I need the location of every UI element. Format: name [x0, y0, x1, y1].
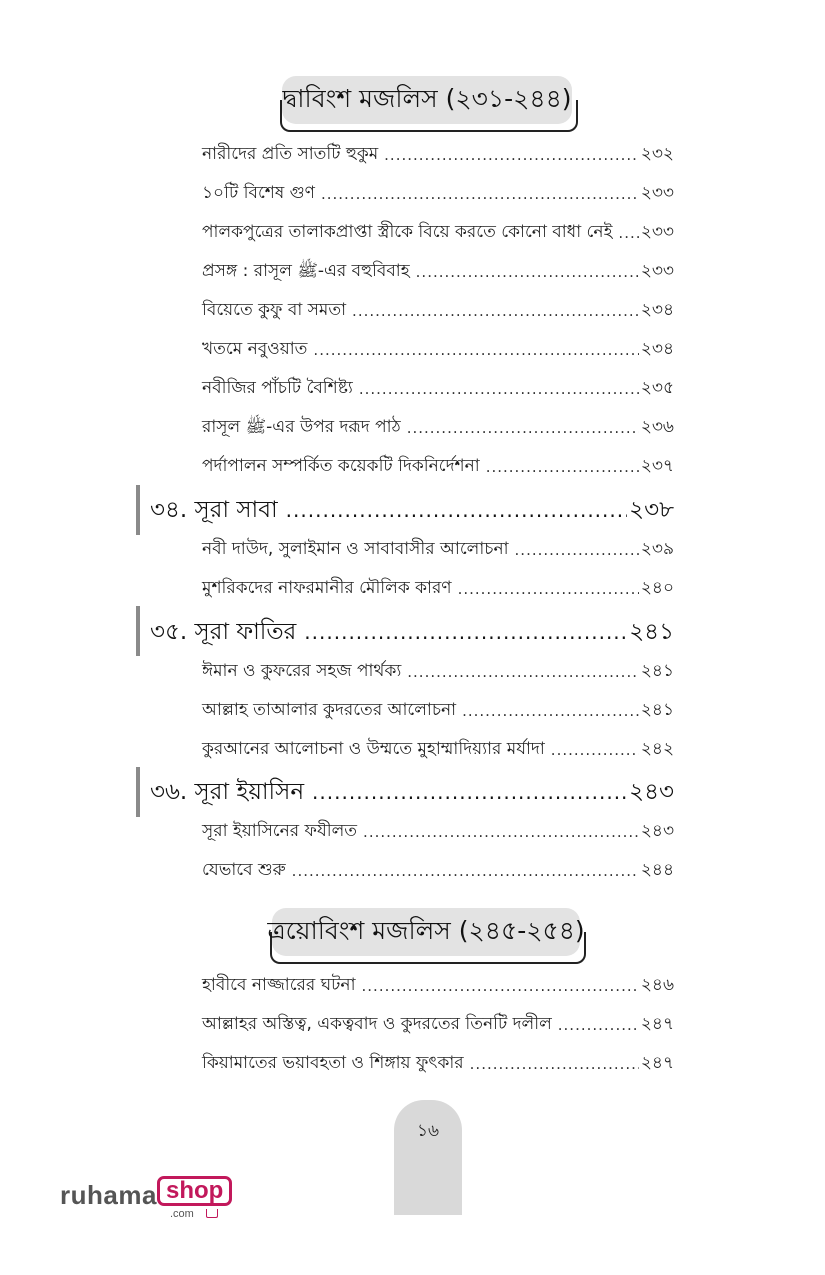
surah-page: ২৪৩	[629, 778, 674, 805]
toc-entry[interactable]	[202, 655, 674, 689]
entry-title: নবী দাউদ, সুলাইমান ও সাবাবাসীর আলোচনা	[202, 539, 509, 559]
surah-marker-bar	[136, 767, 140, 817]
entry-page: ২৪২	[640, 739, 674, 759]
entry-title: কুরআনের আলোচনা ও উম্মতে মুহাম্মাদিয়্যার মর্যাদা	[202, 739, 545, 759]
surah-page: ২৩৮	[629, 496, 674, 523]
entry-page: ২৪৩	[640, 821, 674, 841]
page-number: ১৬	[416, 1121, 440, 1141]
leader-dots	[362, 979, 639, 994]
surah-entry[interactable]	[150, 772, 674, 812]
entry-title: ঈমান ও কুফরের সহজ পার্থক্য	[202, 661, 402, 681]
toc-entry[interactable]	[202, 815, 674, 849]
entry-page: ২৪৭	[640, 1014, 674, 1034]
surah-marker-bar	[136, 485, 140, 535]
entry-page: ২৩৩	[640, 222, 674, 242]
entry-page: ২৩৪	[640, 300, 674, 320]
leader-dots	[416, 265, 639, 280]
entry-page: ২৩৪	[640, 339, 674, 359]
leader-dots	[558, 1018, 639, 1033]
section-heading	[0, 908, 825, 968]
entry-page: ২৩৩	[640, 261, 674, 281]
leader-dots	[486, 460, 639, 475]
toc-entry[interactable]	[202, 138, 674, 172]
entry-title: ১০টি বিশেষ গুণ	[202, 183, 315, 203]
section-heading	[0, 76, 825, 136]
surah-page: ২৪১	[629, 618, 674, 645]
leader-dots	[359, 382, 639, 397]
entry-title: যেভাবে শুরু	[202, 860, 286, 880]
toc-entry[interactable]	[202, 216, 674, 250]
leader-dots	[352, 304, 639, 319]
toc-entry[interactable]	[202, 1008, 674, 1042]
entry-title: নবীজির পাঁচটি বৈশিষ্ট্য	[202, 378, 353, 398]
leader-dots	[470, 1057, 639, 1072]
section-title: দ্বাবিংশ মজলিস (২৩১-২৪৪)	[282, 76, 572, 124]
leader-dots	[363, 825, 639, 840]
leader-dots	[407, 421, 639, 436]
toc-entry[interactable]	[202, 733, 674, 767]
leader-dots	[407, 665, 639, 680]
entry-page: ২৩৯	[640, 539, 674, 559]
leader-dots	[321, 187, 639, 202]
toc-entry[interactable]	[202, 1047, 674, 1081]
entry-title: বিয়েতে কুফু বা সমতা	[202, 300, 347, 320]
entry-page: ২৩৩	[640, 183, 674, 203]
entry-title: রাসূল ﷺ-এর উপর দরূদ পাঠ	[202, 417, 401, 437]
toc-entry[interactable]	[202, 411, 674, 445]
toc-entry[interactable]	[202, 533, 674, 567]
toc-entry[interactable]	[202, 450, 674, 484]
entry-title: পালকপুত্রের তালাকপ্রাপ্তা স্ত্রীকে বিয়ে করতে কোনো বাধা নেই	[202, 222, 613, 242]
logo-text-shop: shop	[157, 1176, 232, 1206]
entry-page: ২৪৪	[640, 860, 674, 880]
entry-page: ২৪১	[640, 661, 674, 681]
entry-page: ২৩৬	[640, 417, 674, 437]
entry-page: ২৪১	[640, 700, 674, 720]
entry-title: হাবীবে নাজ্জারের ঘটনা	[202, 975, 356, 995]
entry-page: ২৪৭	[640, 1053, 674, 1073]
entry-title: আল্লাহ তাআলার কুদরতের আলোচনা	[202, 700, 457, 720]
entry-page: ২৩৫	[640, 378, 674, 398]
toc-entry[interactable]	[202, 294, 674, 328]
surah-title: ৩৪. সূরা সাবা	[150, 496, 278, 523]
entry-title: প্রসঙ্গ : রাসূল ﷺ-এর বহুবিবাহ	[202, 261, 410, 281]
toc-entry[interactable]	[202, 333, 674, 367]
entry-title: কিয়ামাতের ভয়াবহতা ও শিঙ্গায় ফুৎকার	[202, 1053, 464, 1073]
leader-dots	[515, 543, 639, 558]
leader-dots	[618, 226, 638, 241]
toc-entry[interactable]	[202, 372, 674, 406]
toc-entry[interactable]	[202, 969, 674, 1003]
page-number-tab	[394, 1100, 462, 1215]
leader-dots	[551, 743, 639, 758]
logo-text-ruhama: ruhama	[60, 1180, 157, 1210]
toc-entry[interactable]	[202, 177, 674, 211]
leader-dots	[312, 782, 627, 802]
toc-entry[interactable]	[202, 255, 674, 289]
entry-page: ২৪৬	[640, 975, 674, 995]
entry-title: নারীদের প্রতি সাতটি হুকুম	[202, 144, 379, 164]
leader-dots	[304, 622, 627, 642]
section-title: ত্রয়োবিংশ মজলিস (২৪৫-২৫৪)	[272, 908, 580, 956]
entry-title: সূরা ইয়াসিনের ফযীলত	[202, 821, 358, 841]
entry-title: মুশরিকদের নাফরমানীর মৌলিক কারণ	[202, 578, 452, 598]
surah-marker-bar	[136, 606, 140, 656]
surah-entry[interactable]	[150, 490, 674, 530]
logo-domain: .com	[170, 1208, 194, 1220]
toc-entry[interactable]	[202, 694, 674, 728]
entry-title: আল্লাহর অস্তিত্ব, একত্ববাদ ও কুদরতের তিনটি দলীল	[202, 1014, 552, 1034]
leader-dots	[462, 704, 639, 719]
entry-page: ২৪০	[640, 578, 674, 598]
toc-entry[interactable]	[202, 854, 674, 888]
leader-dots	[286, 500, 627, 520]
entry-page: ২৩২	[640, 144, 674, 164]
surah-title: ৩৫. সূরা ফাতির	[150, 618, 297, 645]
leader-dots	[313, 343, 638, 358]
cart-icon	[206, 1209, 218, 1218]
entry-title: খতমে নবুওয়াত	[202, 339, 308, 359]
leader-dots	[292, 864, 639, 879]
leader-dots	[458, 582, 639, 597]
toc-entry[interactable]	[202, 572, 674, 606]
surah-title: ৩৬. সূরা ইয়াসিন	[150, 778, 305, 805]
entry-title: পর্দাপালন সম্পর্কিত কয়েকটি দিকনির্দেশনা	[202, 456, 480, 476]
entry-page: ২৩৭	[640, 456, 674, 476]
surah-entry[interactable]	[150, 612, 674, 652]
leader-dots	[384, 148, 639, 163]
